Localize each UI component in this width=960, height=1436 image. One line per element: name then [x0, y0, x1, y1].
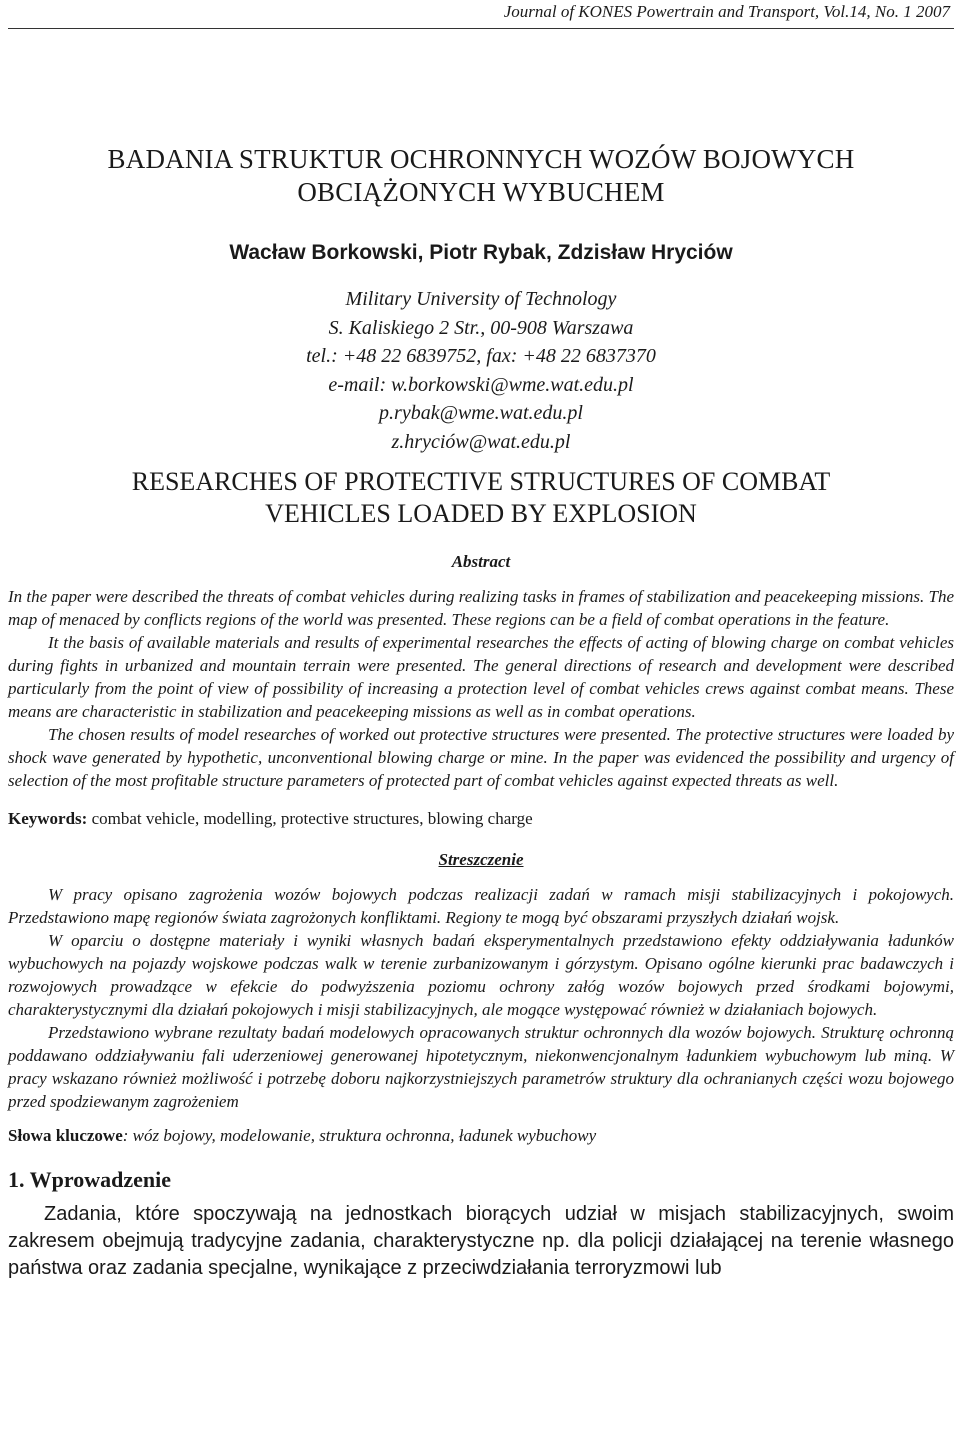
keywords: [8, 809, 954, 829]
polish-title-line: OBCIĄŻONYCH WYBUCHEM: [297, 177, 665, 207]
affiliation: [8, 285, 954, 456]
email-line: e-mail: w.borkowski@wme.wat.edu.pl: [328, 373, 634, 396]
email-line: p.rybak@wme.wat.edu.pl: [379, 402, 583, 424]
english-title-line: RESEARCHES OF PROTECTIVE STRUCTURES OF COMBAT: [131, 467, 831, 496]
email-line: z.hryciów@wat.edu.pl: [391, 430, 571, 453]
english-title-line: VEHICLES LOADED BY EXPLOSION: [265, 499, 697, 528]
abstract-body: [8, 585, 954, 792]
keywords-text: combat vehicle, modelling, protective structures, blowing charge: [91, 809, 533, 828]
english-title: [8, 466, 954, 530]
streszczenie-paragraph: W oparciu o dostępne materiały i wyniki własnych badań eksperymentalnych przedstawiono efekty oddziaływania ładunków wybuchowych na pojazdy wojskowe podczas walk w terenie zurbanizowanym i górzystym. Opisano ogólne kierunki prac badawczych i rozwojowych prowadzące w efekcie do podwyższenia poziomu ochrony załóg wozów bojowych przed środkami bojowymi, charakterystycznymi dla działań pokojowych i misji stabilizacyjnych, ale mogące występować również w działaniach bojowych.: [8, 931, 954, 1019]
authors: Wacław Borkowski, Piotr Rybak, Zdzisław Hryciów: [229, 241, 733, 264]
section-body: [8, 1201, 954, 1282]
streszczenie-paragraph: Przedstawiono wybrane rezultaty badań modelowych opracowanych struktur ochronnych dla wozów bojowych. Strukturę ochronną poddawano oddziaływaniu fali uderzeniowej generowanej hipotetycznym, niekonwencjonalnym ładunkiem wybuchowym lub miną. W pracy wskazano również możliwość i potrzebę doboru najkorzystniejszych parametrów struktury dla ochranianych części wozu bojowego przed spodziewanym zagrożeniem: [8, 1023, 954, 1111]
header-rule: [8, 28, 954, 29]
slowa-kluczowe-text: : wóz bojowy, modelowanie, struktura ochronna, ładunek wybuchowy: [122, 1126, 597, 1145]
streszczenie-heading: Streszczenie: [438, 850, 524, 869]
section-heading: 1. Wprowadzenie: [8, 1167, 171, 1192]
slowa-kluczowe: [8, 1126, 954, 1146]
abstract-paragraph: The chosen results of model researches of worked out protective structures were presented. The protective structures were loaded by shock wave generated by hypothetic, unconventional blowing charge or mine. In the paper was evidenced the possibility and urgency of selection of the most profitable structure parameters of protected part of combat vehicles against expected threats as well.: [8, 725, 954, 790]
keywords-label: Keywords:: [8, 809, 88, 828]
streszczenie-paragraph: W pracy opisano zagrożenia wozów bojowych podczas realizacji zadań w ramach misji stabilizacyjnych i pokojowych. Przedstawiono mapę regionów świata zagrożonych konfliktami. Regiony te mogą być obszarami przyszłych działań wojsk.: [8, 885, 954, 927]
affiliation-line: S. Kaliskiego 2 Str., 00-908 Warszawa: [328, 316, 634, 339]
streszczenie-body: [8, 883, 954, 1113]
polish-title: [8, 143, 954, 209]
polish-title-line: BADANIA STRUKTUR OCHRONNYCH WOZÓW BOJOWYCH: [107, 144, 855, 174]
journal-header: Journal of KONES Powertrain and Transport, Vol.14, No. 1 2007: [503, 2, 950, 21]
abstract-paragraph: It the basis of available materials and results of experimental researches the effects of acting of blowing charge on combat vehicles during fights in urbanized and mountain terrain were presented. The general directions of research and development were described particularly from the point of view of possibility of increasing a protection level of combat vehicles crews against combat means. These means are characteristic in stabilization and peacekeeping missions as well as in combat operations.: [8, 633, 954, 721]
section-paragraph: Zadania, które spoczywają na jednostkach biorących udział w misjach stabilizacyjnych, swoim zakresem obejmują tradycyjne zadania, charakterystyczne np. dla policji działającej na terenie własnego państwa oraz zadania specjalne, wynikające z przeciwdziałania terroryzmowi lub: [8, 1203, 954, 1279]
affiliation-line: Military University of Technology: [345, 288, 617, 310]
abstract-paragraph: In the paper were described the threats of combat vehicles during realizing tasks in frames of stabilization and peacekeeping missions. The map of menaced by conflicts regions of the world was presented. These regions can be a field of combat operations in the feature.: [8, 587, 954, 629]
affiliation-line: tel.: +48 22 6839752, fax: +48 22 6837370: [306, 345, 656, 367]
slowa-kluczowe-label: Słowa kluczowe: [8, 1126, 123, 1145]
abstract-heading: Abstract: [451, 552, 511, 571]
